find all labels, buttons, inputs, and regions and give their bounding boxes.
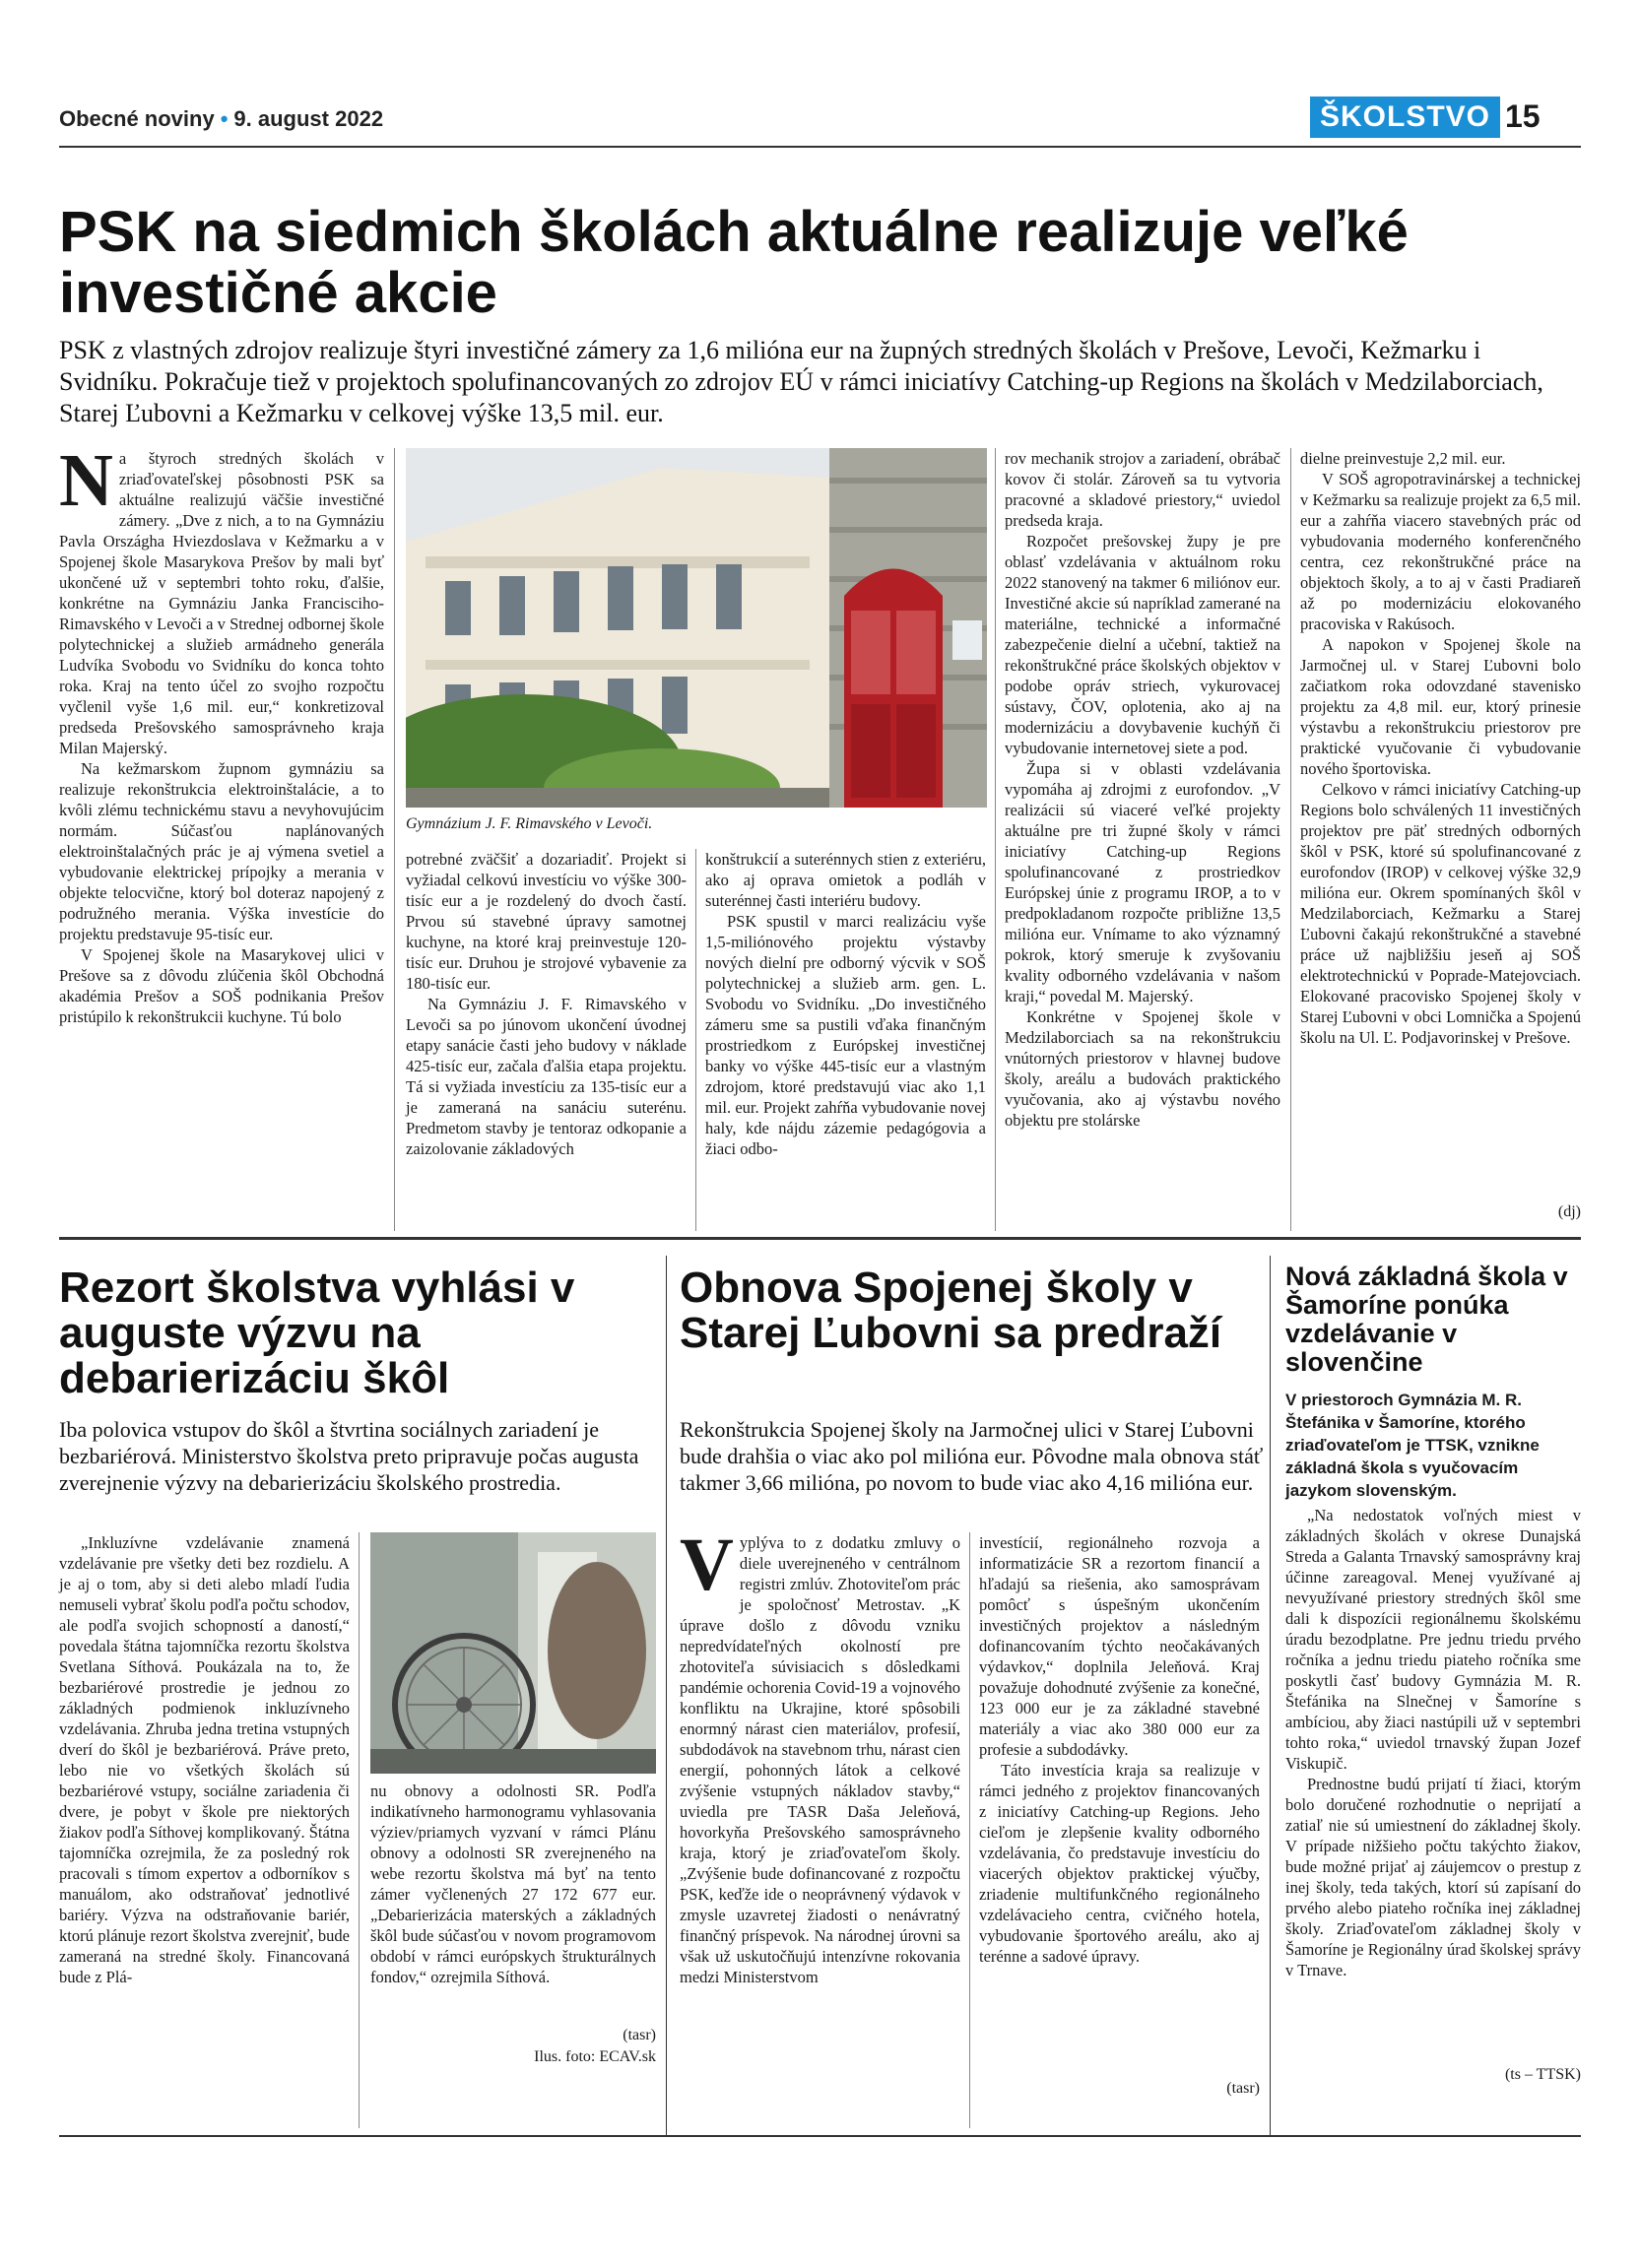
column-divider <box>359 1532 360 2128</box>
school-photo <box>406 448 987 808</box>
article-divider <box>1270 1256 1271 2137</box>
paragraph: yplýva to z dodatku zmluvy o diele uverejneného v centrálnom registri zmlúv. Zhotoviteľom prác je spoločnosť Metrostav. „K úprave došlo z dôvodu vzniku nepredvídateľných okolností pre zhotoviteľa súvisiacich s dôsledkami pandémie ochorenia Covid-19 a vojnového konfliktu na Ukrajine, ktoré spôsobili enormný nárast cien materiálov, profesií, subdodávok na stavebnom trhu, nárast cien energií, pohonných látok a celkové zvýšenie vstupných nákladov stavby,“ uviedla pre TASR Daša Jeleňová, hovorkyňa Prešovského samosprávneho kraja, ktorý je zriaďovateľom školy. „Zvýšenie bude dofinancované z rozpočtu PSK, keďže ide o neoprávnený výdavok v zmysle uzavretej žiadosti o nenávratný finančný príspevok. Na národnej úrovni sa však už uskutočňujú intenzívne rokovania medzi Ministerstvom <box>680 1533 961 1986</box>
masthead <box>59 106 383 132</box>
article2-headline: Rezort školstva vyhlási v auguste výzvu na debarierizáciu škôl <box>59 1264 575 1402</box>
paragraph: PSK spustil v marci realizáciu vyše 1,5-miliónového projektu výstavby nových dielní pre odborný výcvik v SOŠ polytechnickej a služieb arm. gen. L. Svobodu vo Svidníku. „Do investičného zámeru sme sa pustili vďaka finančným prostriedkom z Európskej investičnej banky vo výške 445-tisíc eur a vlastným zdrojom, ktoré predstavujú viac ako 1,1 mil. eur. Projekt zahŕňa vybudovanie novej haly, kde nájdu zázemie pedagógovia a žiaci odbo- <box>705 912 986 1158</box>
main-headline: PSK na siedmich školách aktuálne realizuje veľké investičné akcie <box>59 200 1409 325</box>
article4-signature: (ts – TTSK) <box>1504 2066 1581 2083</box>
wheelchair-photo <box>370 1532 656 1774</box>
paragraph: a štyroch stredných školách v zriaďovateľskej pôsobnosti PSK sa aktuálne realizujú väčšie investičné zámery. „Dve z nich, a to na Gymnáziu Pavla Országha Hviezdoslava v Kežmarku a v Spojenej škole Masarykova Prešov by mali byť ukončené už v septembri tohto roku, ďalšie, konkrétne na Gymnáziu Janka Francisciho-Rimavského v Levoči a v Strednej odbornej škole polytechnickej a služieb armádneho generála Ludvíka Svobodu vo Svidníku do konca tohto roka. Kraj na tento účel zo svojho rozpočtu vyčlenil vyše 1,6 mil. eur,“ konkretizoval predseda Prešovského samosprávneho kraja Milan Majerský. <box>59 449 384 757</box>
drop-cap: N <box>59 439 113 522</box>
paragraph: Župa si v oblasti vzdelávania vypomáha aj zdrojmi z eurofondov. „V realizácii sú viaceré veľké projekty aktuálne pre tri župné školy v rámci iniciatívy Catching-up Regions spolufinancované z prostriedkov Európskej únie z programu IROP, a to v predpokladanom rozpočte približne 13,5 milióna eur. Vnímame to ako významný pokrok, ktorý smeruje k zvyšovaniu kvality odborného vzdelávania v našom kraji,“ povedal M. Majerský. <box>1005 759 1280 1005</box>
main-signature: (dj) <box>1557 1203 1581 1220</box>
drop-cap: V <box>680 1523 734 1606</box>
publication-name: Obecné noviny <box>59 106 215 131</box>
column-divider <box>394 448 395 1231</box>
column-divider <box>969 1532 970 2128</box>
article3-column-1 <box>680 1523 961 1987</box>
article4-headline: Nová základná škola v Šamoríne ponúka vzdelávanie v slovenčine <box>1285 1262 1568 1377</box>
article3-signature: (tasr) <box>1226 2080 1260 2097</box>
section-rule <box>59 1237 1581 1240</box>
paragraph: Prednostne budú prijatí tí žiaci, ktorým bolo doručené rozhodnutie o neprijatí a zatiaľ nie sú umiestnení do základnej školy. V prípade nižšieho počtu takýchto žiakov, bude možné prijať aj záujemcov o prestup z inej školy, teda takých, ktorí sú zapísaní do prvého alebo piateho ročníka inej základnej školy. Zriaďovateľom základnej školy v Šamoríne je Regionálny úrad školskej správy v Trnave. <box>1285 1775 1581 1979</box>
header-rule <box>59 146 1581 148</box>
paragraph: Rozpočet prešovskej župy je pre oblasť vzdelávania v aktuálnom roku 2022 stanovený na takmer 6 miliónov eur. Investičné akcie sú napríklad zamerané na materiálne, technické a informačné zabezpečenie dielní a učební, taktiež na rekonštrukčné práce školských objektov v podobe opráv striech, vykurovacej sústavy, ČOV, oplotenia, ako aj na modernizáciu a dovybavenie kuchýň či vybudovanie internetovej siete a pod. <box>1005 532 1280 757</box>
page-number: 15 <box>1505 98 1541 134</box>
column-divider <box>1290 448 1291 1231</box>
main-column-1 <box>59 439 384 1027</box>
column-divider <box>695 849 696 1231</box>
paragraph: rov mechanik strojov a zariadení, obrábač kovov či stolár. Zároveň sa tu vytvoria pracovné a skladové priestory,“ uviedol predseda kraja. <box>1005 449 1280 530</box>
article4-column <box>1285 1505 1581 1980</box>
article2-column-1 <box>59 1532 350 1987</box>
main-column-5 <box>1300 448 1581 1048</box>
paragraph: „Inkluzívne vzdelávanie znamená vzdelávanie pre všetky deti bez rozdielu. A je aj o tom, aby si deti alebo mladí ľudia nemuseli vybrať školu podľa počtu schodov, ale podľa svojich schopností a daností,“ povedala štátna tajomníčka rezortu školstva Svetlana Síthová. Poukázala na to, že bezbariérové prostredie je jednou zo základných podmienok inkluzívneho vzdelávania. Zhruba jedna tretina vstupných dverí do škôl je bezbariérová. Práve preto, lebo nie vo všetkých školách sú bezbariérové vstupy, sociálne zariadenia či dvere, je pobyt v škole pre niektorých žiakov podľa Síthovej komplikovaný. Štátna tajomníčka ozrejmila, že za posledný rok pracovali s tímom expertov a odborníkov s manuálom, ako odstraňovať jednotlivé bariéry. Výzva na odstraňovanie bariér, ktorú plánuje rezort školstva zverejniť, bude zameraná na stredné školy. Financovaná bude z Plá- <box>59 1533 350 1986</box>
paragraph: Konkrétne v Spojenej škole v Medzilaborciach sa na rekonštrukciu vnútorných priestorov v hlavnej budove školy, areálu a budovách praktického vyučovania, ako aj výstavbu nového objektu pre stolárske <box>1005 1007 1280 1130</box>
main-column-3 <box>705 849 986 1159</box>
article3-lead: Rekonštrukcia Spojenej školy na Jarmočnej ulici v Starej Ľubovni bude drahšia o viac ako pol milióna eur. Pôvodne mala obnova stáť takmer 3,66 milióna, po novom to bude viac ako 4,16 milióna eur. <box>680 1417 1264 1495</box>
paragraph: Táto investícia kraja sa realizuje v rámci jedného z projektov financovaných z iniciatívy Catching-up Regions. Jeho cieľom je zlepšenie kvality odborného vzdelávania, čo predstavuje investíciu do viacerých objektov praktickej výučby, zriadenie multifunkčného regionálneho vzdelávacieho centra, cvičného hotela, vybudovanie športového areálu, ako aj terénne a sadové úpravy. <box>979 1761 1260 1966</box>
paragraph: A napokon v Spojenej škole na Jarmočnej ul. v Starej Ľubovni bolo začiatkom roka odovzdané stavenisko projektu za 4,8 mil. eur, ktorý prinesie výstavbu a rekonštrukciu priestorov pre praktické vyučovanie či vybudovanie nového športoviska. <box>1300 635 1581 778</box>
column-divider <box>995 448 996 1231</box>
article4-lead: V priestoroch Gymnázia M. R. Štefánika v Šamoríne, ktorého zriaďovateľom je TTSK, vznikne základná škola s vyučovacím jazykom slovenským. <box>1285 1391 1540 1500</box>
article2-column-2 <box>370 1781 656 1987</box>
paragraph: V Spojenej škole na Masarykovej ulici v Prešove sa z dôvodu zlúčenia škôl Obchodná akadémia Prešov a SOŠ podnikania Prešov pristúpilo k rekonštrukcii kuchyne. Tú bolo <box>59 945 384 1026</box>
paragraph: Celkovo v rámci iniciatívy Catching-up Regions bolo schválených 11 investičných projektov pre päť stredných odborných škôl v PSK, ktoré sú spolufinancované z eurofondov (IROP) v celkovej výške 32,9 milióna eur. Okrem spomínaných škôl v Medzilaborciach, Kežmarku a Starej Ľubovni čakajú rekonštrukčné a stavebné práce už najbližšiu jeseň aj SOŠ elektrotechnickú v Poprade-Matejovciach. Elokované pracovisko Spojenej školy v Starej Ľubovni v obci Lomnička a Spojenú školu na Ul. Ľ. Podjavorinskej v Prešove. <box>1300 780 1581 1047</box>
paragraph: „Na nedostatok voľných miest v základných školách v okrese Dunajská Streda a Galanta Trnavský samosprávny kraj účinne zareagoval. Menej využívané aj nevyužívané priestory stredných škôl sme dali k dispozícii regionálnemu školskému úradu bezodplatne. Pre jednu triedu prvého ročníka a jednu triedu piateho ročníka sme poskytli časť budovy Gymnázia M. R. Štefánika na Slnečnej v Šamoríne s ambíciou, aby žiaci nastúpili už v septembri tohto roka,“ uviedol trnavský župan Jozef Viskupič. <box>1285 1506 1581 1773</box>
paragraph: Na Gymnáziu J. F. Rimavského v Levoči sa po júnovom ukončení úvodnej etapy sanácie časti jeho budovy v náklade 425-tisíc eur, začala ďalšia etapa projektu. Tá si vyžiada investíciu za 135-tisíc eur a je zameraná na sanáciu suterénu. Predmetom stavby je tentoraz odkopanie a zaizolovanie základových <box>406 995 687 1158</box>
article2-lead: Iba polovica vstupov do škôl a štvrtina sociálnych zariadení je bezbariérová. Ministerstvo školstva preto pripravuje počas augusta zverejnenie výzvy na debarierizáciu školského prostredia. <box>59 1417 639 1495</box>
paragraph: investícií, regionálneho rozvoja a informatizácie SR a rezortom financií a hľadajú sa riešenia, ako samosprávam pomôcť s úspešným ukončením investičných projektov a následným dofinancovaním týchto neočakávaných výdavkov,“ doplnila Jeleňová. Kraj považuje dohodnuté zvýšenie za konečné, 123 000 eur je za základné stavebné materiály a viac ako 380 000 eur za profesie a subdodávky. <box>979 1533 1260 1759</box>
article-divider <box>666 1256 667 2137</box>
photo-caption: Gymnázium J. F. Rimavského v Levoči. <box>406 815 653 832</box>
article3-headline: Obnova Spojenej školy v Starej Ľubovni sa predraží <box>680 1264 1222 1357</box>
article3-column-2 <box>979 1532 1260 1967</box>
issue-date: 9. august 2022 <box>233 106 384 131</box>
footer-rule <box>59 2135 1581 2137</box>
paragraph: potrebné zväčšiť a dozariadiť. Projekt si vyžiadal celkovú investíciu vo výške 300-tisíc eur a je rozdelený do dvoch častí. Prvou sú stavebné úpravy samotnej kuchyne, na ktoré kraj preinvestuje 120-tisíc eur. Druhou je strojové vybavenie za 180-tisíc eur. <box>406 850 687 993</box>
paragraph: dielne preinvestuje 2,2 mil. eur. <box>1300 449 1506 468</box>
section-label: ŠKOLSTVO <box>1310 97 1500 138</box>
paragraph: konštrukcií a suterénnych stien z exteriéru, ako aj oprava omietok a podláh v suterénnej časti interiéru budovy. <box>705 850 986 910</box>
article2-photo-credit: Ilus. foto: ECAV.sk <box>534 2048 656 2065</box>
main-lead: PSK z vlastných zdrojov realizuje štyri investičné zámery za 1,6 milióna eur na župných stredných školách v Prešove, Levoči, Kežmarku i Svidníku. Pokračuje tiež v projektoch spolufinancovaných zo zdrojov EÚ v rámci iniciatívy Catching-up Regions na školách v Medzilaborciach, Starej Ľubovni a Kežmarku v celkovej výške 13,5 mil. eur. <box>59 336 1543 427</box>
paragraph: Na kežmarskom župnom gymnáziu sa realizuje rekonštrukcia elektroinštalácie, a to kvôli zlému technickému stavu a nevyhovujúcim normám. Súčasťou naplánovaných elektroinštalačných prác je aj výmena svetiel a vybudovanie elektrickej prípojky a merania v objekte telocvične, ktorý bol doteraz napojený z podružného merania. Výška investície do projektu predstavuje 95-tisíc eur. <box>59 759 384 943</box>
article2-signature: (tasr) <box>623 2027 656 2043</box>
main-column-4 <box>1005 448 1280 1131</box>
paragraph: V SOŠ agropotravinárskej a technickej v Kežmarku sa realizuje projekt za 6,5 mil. eur a zahŕňa viacero stavebných prác od vybudovania moderného konferenčného centra, cez rekonštrukčné práce na objektoch školy, a to aj v časti Pradiareň až po modernizáciu elokovaného pracoviska v Rakúsoch. <box>1300 470 1581 633</box>
main-column-2 <box>406 849 687 1159</box>
paragraph: nu obnovy a odolnosti SR. Podľa indikatívneho harmonogramu vyhlasovania výziev/priamych vyzvaní v rámci Plánu obnovy a odolnosti SR zverejneného na webe rezortu školstva má byť na tento zámer vyčlenených 27 172 677 eur. „Debarierizácia materských a základných škôl bude súčasťou v novom programovom období v rámci európskych štrukturálnych fondov,“ ozrejmila Síthová. <box>370 1782 656 1986</box>
separator-dot: • <box>220 106 229 131</box>
